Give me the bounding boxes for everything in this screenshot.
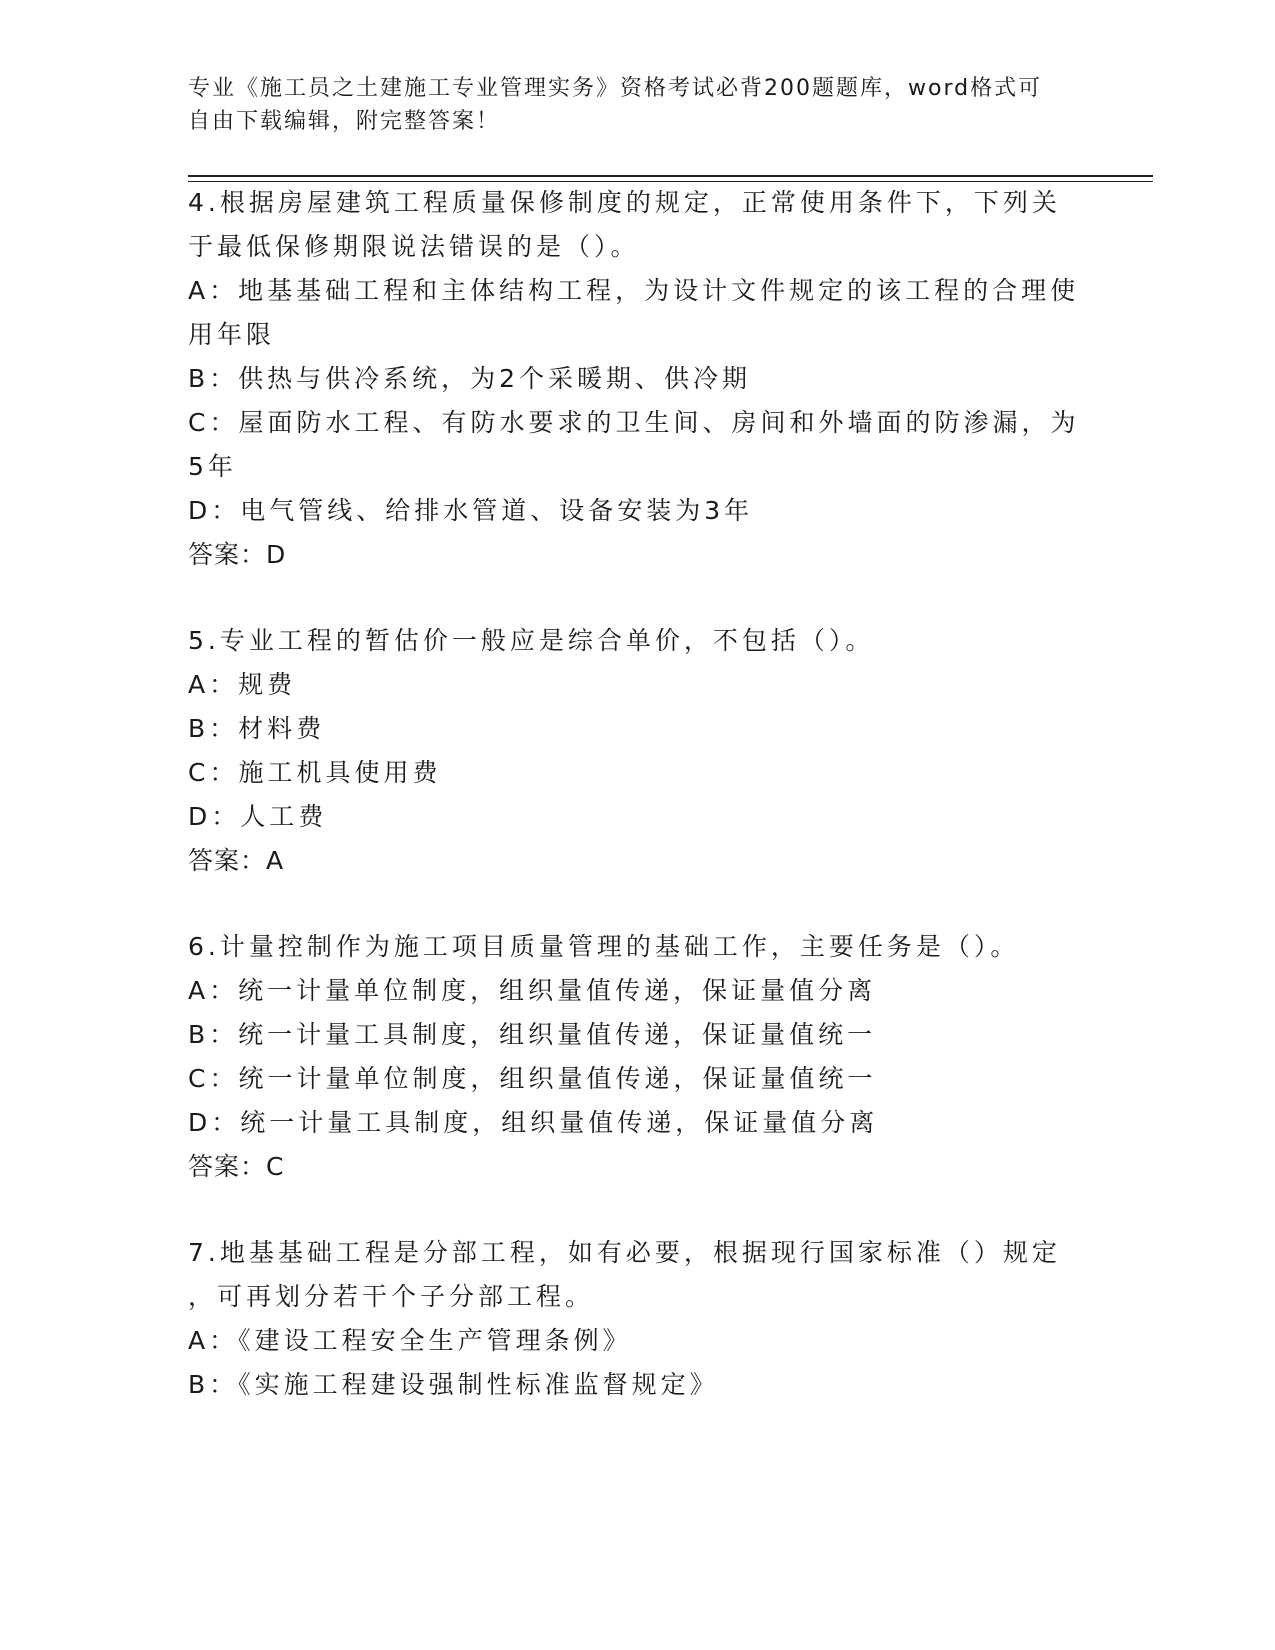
question-7-text-line-1: 7.地基基础工程是分部工程，如有必要，根据现行国家标准（）规定 bbox=[188, 1238, 1061, 1267]
question-6-option-a: A：统一计量单位制度，组织量值传递，保证量值分离 bbox=[188, 976, 877, 1005]
question-5-option-c: C：施工机具使用费 bbox=[188, 758, 442, 787]
question-5-option-a: A：规费 bbox=[188, 670, 297, 699]
question-5-option-d: D：人工费 bbox=[188, 802, 328, 831]
question-6-option-b: B：统一计量工具制度，组织量值传递，保证量值统一 bbox=[188, 1020, 877, 1049]
header-divider-thin bbox=[188, 181, 1153, 182]
question-5-text-line-1: 5.专业工程的暂估价一般应是综合单价，不包括（）。 bbox=[188, 626, 875, 655]
question-4-text-line-1: 4.根据房屋建筑工程质量保修制度的规定，正常使用条件下，下列关 bbox=[188, 188, 1061, 217]
question-6-answer: 答案：C bbox=[188, 1152, 285, 1181]
question-6-option-d: D：统一计量工具制度，组织量值传递，保证量值分离 bbox=[188, 1108, 879, 1137]
question-4-answer: 答案：D bbox=[188, 540, 287, 569]
question-7-option-a: A：《建设工程安全生产管理条例》 bbox=[188, 1326, 632, 1355]
question-4-option-b: B：供热与供冷系统，为2个采暖期、供冷期 bbox=[188, 364, 752, 393]
question-4-text-line-2: 于最低保修期限说法错误的是（）。 bbox=[188, 232, 640, 261]
question-5-option-b: B：材料费 bbox=[188, 714, 326, 743]
header-divider bbox=[188, 175, 1153, 177]
question-4-option-a-line-2: 用年限 bbox=[188, 320, 276, 349]
question-4-option-d: D：电气管线、给排水管道、设备安装为3年 bbox=[188, 496, 754, 525]
question-6-option-c: C：统一计量单位制度，组织量值传递，保证量值统一 bbox=[188, 1064, 877, 1093]
question-7-option-b: B：《实施工程建设强制性标准监督规定》 bbox=[188, 1370, 719, 1399]
question-4-option-c-line-2: 5年 bbox=[188, 452, 237, 481]
question-7-text-line-2: ，可再划分若干个子分部工程。 bbox=[188, 1282, 595, 1311]
header-title-line-1: 专业《施工员之土建施工专业管理实务》资格考试必背200题题库，word格式可 bbox=[188, 76, 1043, 101]
header-title-line-2: 自由下载编辑，附完整答案！ bbox=[188, 109, 501, 134]
question-4-option-c-line-1: C：屋面防水工程、有防水要求的卫生间、房间和外墙面的防渗漏，为 bbox=[188, 408, 1080, 437]
question-4-option-a-line-1: A：地基基础工程和主体结构工程，为设计文件规定的该工程的合理使 bbox=[188, 276, 1080, 305]
document-header bbox=[188, 72, 1068, 138]
question-5-answer: 答案：A bbox=[188, 846, 285, 875]
question-6-text-line-1: 6.计量控制作为施工项目质量管理的基础工作，主要任务是（）。 bbox=[188, 932, 1020, 961]
